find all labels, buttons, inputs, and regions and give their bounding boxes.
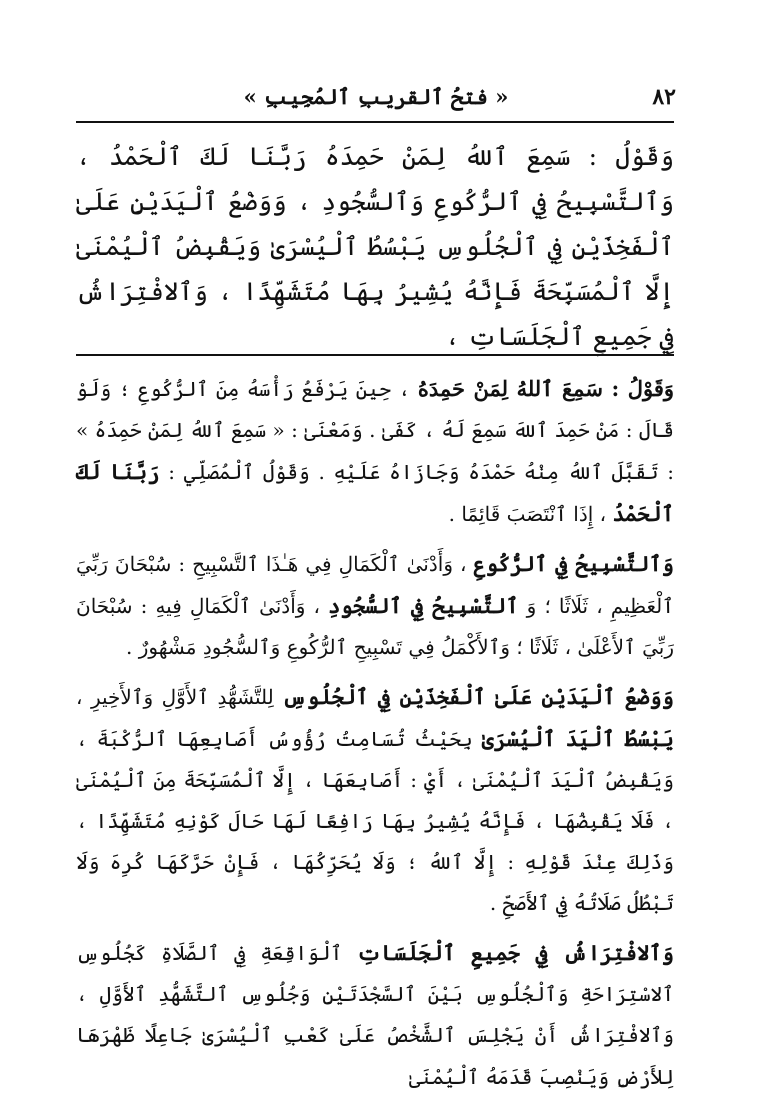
commentary-text: بِحَيْثُ تُسَامِتُ رُؤُوسُ أَصَابِعِهَا ٱلرُّكْبَةَ ، وَيَقْبِضُ ٱلْيَدَ ٱلْيُمْنَىٰ ، أَيْ : أَصَابِعَهَا ، إِلَّا ٱلْمُسَبِّحَةَ مِنَ ٱلْيُمْنَىٰ ، فَلَا يَقْبِضُهَا ، فَإِنَّهُ يُشِيرُ بِهَا رَافِعًا لَهَا حَالَ كَوْنِهِ مُتَشَهِّدًا ، وَذَلِكَ عِنْدَ قَوْلِهِ : إِلَّا ٱللهُ ؛ وَلَا يُحَرِّكُهَا ، فَإِنْ حَرَّكَهَا كُرِهَ وَلَا تَبْطُلُ صَلَاتُهُ فِي ٱلأَصَحِّ .: [76, 727, 674, 915]
quoted-matn-phrase: يَبْسُطُ ٱلْيَدَ ٱلْيُسْرَىٰ: [481, 726, 674, 751]
page-header: [76, 84, 676, 114]
commentary-text: ، وَأَدْنَىٰ ٱلْكَمَالِ فِي هَـٰذَا ٱلتَّسْبِيحِ : سُبْحَانَ رَبِّيَ ٱلْعَظِيمِ ، ثَلَاثًا ؛ وَ: [76, 552, 674, 618]
commentary-text: ، إِذَا ٱنْتَصَبَ قَائِمًا .: [448, 502, 613, 526]
matn-sharh-divider: [76, 354, 674, 356]
commentary-paragraph-3: [76, 676, 674, 924]
quoted-matn-phrase: وَوَضْعُ ٱلْيَدَيْنِ عَلَىٰ ٱلْفَخِذَيْنِ فِي ٱلْجُلُوسِ: [282, 684, 674, 709]
quoted-matn-phrase: رَبَّنَا لَكَ ٱلْحَمْدُ: [76, 459, 674, 526]
quoted-matn-phrase: وَٱلافْتِرَاشُ فِي جَمِيعِ ٱلْجَلَسَاتِ: [356, 940, 674, 965]
header-rule: [76, 121, 674, 123]
commentary-paragraph-4: [76, 932, 674, 1098]
commentary-text: ، وَأَدْنَىٰ ٱلْكَمَالِ فِيهِ : سُبْحَانَ رَبِّيَ ٱلأَعْلَىٰ ، ثَلَاثًا ؛ وَٱلأَكْمَلُ فِي تَسْبِيحِ ٱلرُّكُوعِ وَٱلسُّجُودِ مَشْهُورٌ .: [76, 594, 674, 659]
commentary-paragraph-1: [76, 368, 674, 535]
sharh-commentary-block: [76, 368, 674, 1106]
quoted-matn-phrase: ٱلتَّسْبِيحُ فِي ٱلسُّجُودِ: [328, 593, 519, 618]
commentary-paragraph-2: [76, 543, 674, 668]
matn-text-block: [76, 134, 674, 359]
matn-paragraph: وَقَوْلُ : سَمِعَ ٱللهُ لِمَنْ حَمِدَهُ رَبَّنَا لَكَ ٱلْحَمْدُ ، وَٱلتَّسْبِيحُ فِي ٱلرُّكُوعِ وَٱلسُّجُودِ ، وَوَضْعُ ٱلْيَدَيْنِ عَلَىٰ ٱلْفَخِذَيْنِ فِي ٱلْجُلُوسِ يَبْسُطُ ٱلْيُسْرَىٰ وَيَقْبِضُ ٱلْيُمْنَىٰ إِلَّا ٱلْمُسَبِّحَةَ فَإِنَّهُ يُشِيرُ بِهَا مُتَشَهِّدًا ، وَٱلافْتِرَاشُ فِي جَمِيعِ ٱلْجَلَسَاتِ ،: [76, 142, 674, 351]
quoted-matn-phrase: وَقَوْلُ : سَمِعَ ٱللهُ لِمَنْ حَمِدَهُ: [417, 376, 675, 401]
commentary-text: ، حِينَ يَرْفَعُ رَأْسَهُ مِنَ ٱلرُّكُوعِ ؛ وَلَوْ قَالَ : مَنْ حَمِدَ ٱللهَ سَمِعَ لَهُ ، كَفَىٰ . وَمَعْنَىٰ : « سَمِعَ ٱللهُ لِمَنْ حَمِدَهُ » : تَقَبَّلَ ٱللهُ مِنْهُ حَمْدَهُ وَجَازَاهُ عَلَيْهِ . وَقَوْلُ ٱلْمُصَلِّي :: [76, 377, 675, 484]
page-number: ٨٢: [652, 84, 676, 110]
commentary-text: ٱلْوَاقِعَةِ فِي ٱلصَّلَاةِ كَجُلُوسِ ٱلاسْتِرَاحَةِ وَٱلْجُلُوسِ بَيْنَ ٱلسَّجْدَتَيْنِ وَجُلُوسِ ٱلتَّشَهُّدِ ٱلأَوَّلِ ، وَٱلافْتِرَاشُ أَنْ يَجْلِسَ ٱلشَّخْصُ عَلَىٰ كَعْبِ ٱلْيُسْرَىٰ جَاعِلًا ظَهْرَهَا لِلأَرْضِ وَيَنْصِبَ قَدَمَهُ ٱلْيُمْنَىٰ: [76, 941, 674, 1089]
running-title: « فتحُ ٱلقريبِ ٱلمُجِيبِ »: [243, 84, 509, 109]
quoted-matn-phrase: وَٱلتَّسْبِيحُ فِي ٱلرُّكُوعِ: [473, 551, 674, 576]
commentary-text: لِلتَّشَهُّدِ ٱلأَوَّلِ وَٱلأَخِيرِ ،: [76, 685, 283, 709]
